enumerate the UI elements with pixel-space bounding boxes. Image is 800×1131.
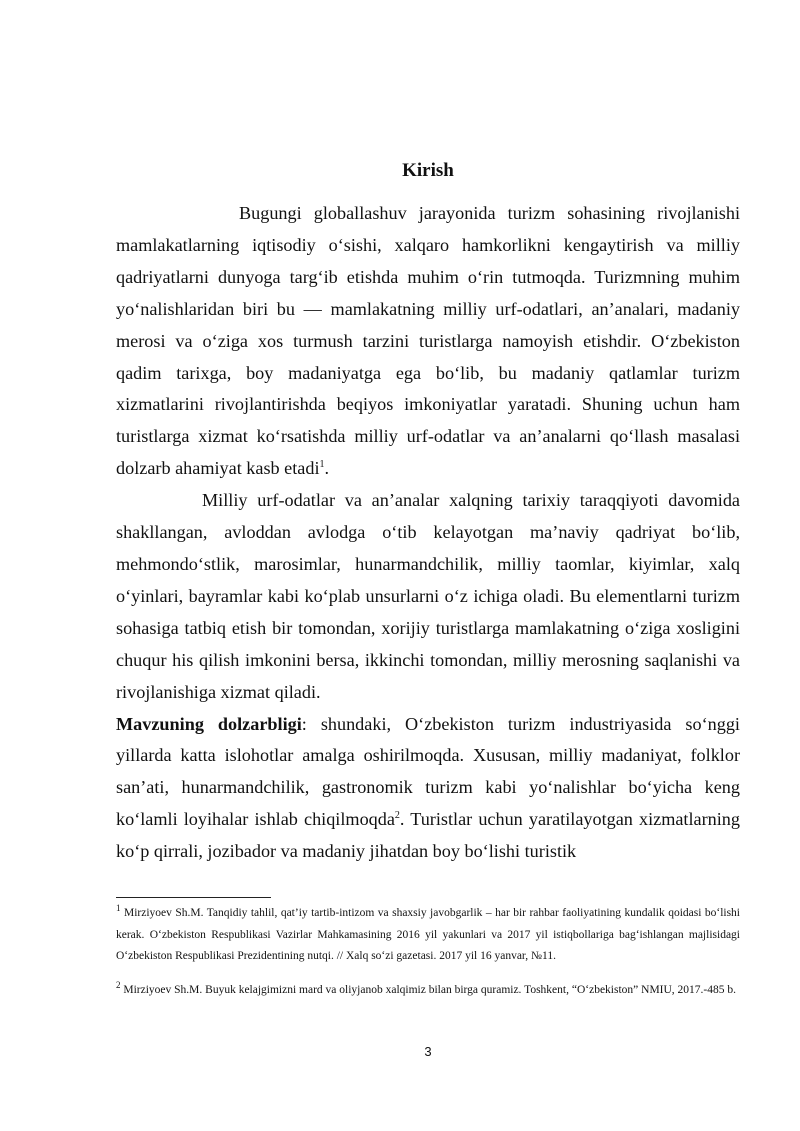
footnote-separator (116, 897, 271, 898)
footnote-number: 2 (116, 979, 121, 990)
paragraph-end: . (324, 458, 330, 479)
body-text (116, 198, 740, 868)
footnote-item (116, 903, 740, 968)
footnote-item (116, 980, 740, 1002)
footnotes (116, 903, 740, 1013)
paragraph-text: Bugungi globallashuv jarayonida turizm sohasining rivojlanishi mamlakatlarning iqtisodiy o‘sishi, xalqaro hamkorlikni kengaytirish va milliy qadriyatlarni dunyoga targ‘ib etishda muhim o‘rin tutmoqda. Turizmning muhim yo‘nalishlaridan biri bu — mamlakatning milliy urf-odatlari, an’analari, madaniy merosi va o‘ziga xos turmush tarzini turistlarga namoyish etishdir. O‘zbekiston qadim tarixga, boy madaniyatga ega bo‘lib, bu madaniy qatlamlar turizm xizmatlarini rivojlantirishda beqiyos imkoniyatlar yaratadi. Shuning uchun ham turistlarga xizmat ko‘rsatishda milliy urf-odatlar va an’analarni qo‘llash masalasi dolzarb ahamiyat kasb etadi (116, 203, 740, 479)
section-title: Kirish (402, 160, 454, 181)
paragraph-text: : shundaki, O‘zbekiston turizm industriyasida so‘nggi yillarda katta islohotlar amalga oshirilmoqda. Xususan, milliy madaniyat, folklor san’ati, hunarmandchilik, gastronomik turizm kabi yo‘nalishlar bo‘yicha keng ko‘lamli loyihalar ishlab chiqilmoqda (116, 713, 740, 830)
footnote-reference[interactable]: 2 (394, 810, 400, 822)
footnote-text: Mirziyoev Sh.M. Buyuk kelajgimizni mard va oliyjanob xalqimiz bilan birga quramiz. Toshkent, “O‘zbekiston” NMIU, 2017.-485 b. (123, 983, 737, 996)
paragraph-relevance (116, 709, 740, 869)
footnote-number: 1 (116, 903, 121, 914)
paragraph-text: Milliy urf-odatlar va an’analar xalqning tarixiy taraqqiyoti davomida shakllangan, avloddan avlodga o‘tib kelayotgan ma’naviy qadriyat bo‘lib, mehmondo‘stlik, marosimlar, hunarmandchilik, milliy taomlar, kiyimlar, xalq o‘yinlari, bayramlar kabi ko‘plab unsurlarni o‘z ichiga oladi. Bu elementlarni turizm sohasiga tatbiq etish bir tomondan, xorijiy turistlarga mamlakatning o‘ziga xosligini chuqur his qilish imkonini bersa, ikkinchi tomondan, milliy merosning saqlanishi va rivojlanishiga xizmat qiladi. (116, 490, 740, 702)
relevance-heading: Mavzuning dolzarbligi (116, 713, 302, 734)
footnote-reference[interactable]: 1 (319, 459, 325, 471)
footnote-text: Mirziyoev Sh.M. Tanqidiy tahlil, qat’iy tartib-intizom va shaxsiy javobgarlik – har bir rahbar faoliyatining kundalik qoidasi bo‘lishi kerak. O‘zbekiston Respublikasi Vazirlar Mahkamasining 2016 yil yakunlari va 2017 yil istiqbollariga bag‘ishlangan majlisidagi O‘zbekiston Respublikasi Prezidentining nutqi. // Xalq so‘zi gazetasi. 2017 yil 16 yanvar, №11. (116, 907, 741, 962)
paragraph-text: . Turistlar uchun yaratilayotgan xizmatlarning ko‘p qirrali, jozibador va madaniy jihatdan boy bo‘lishi turistik (116, 809, 740, 862)
paragraph-introduction (116, 198, 740, 485)
paragraph-traditions (116, 485, 740, 708)
page-number: 3 (424, 1044, 432, 1059)
